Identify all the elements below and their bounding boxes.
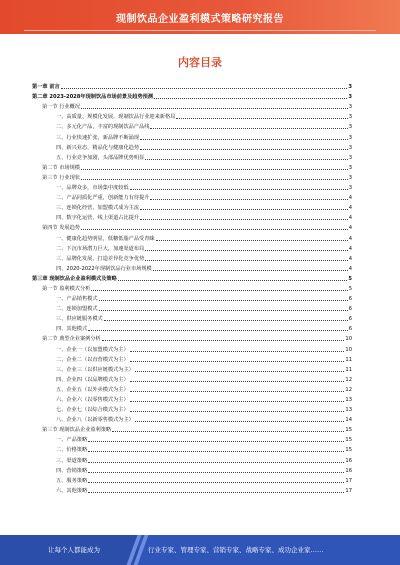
toc-entry-label: 三、供应链服务模式 [56,316,103,323]
toc-entry[interactable] [32,80,352,90]
toc-entry-page: 3 [348,144,352,151]
toc-entry[interactable] [32,292,352,302]
toc-entry[interactable] [32,221,352,231]
toc-leader-dots [130,411,345,412]
toc-entry-page: 14 [345,417,352,424]
footer-tags: 行业专家、管理专家、营销专家、战略专家、成功企业家…… [148,546,324,554]
toc-leader-dots [145,260,347,261]
toc-leader-dots [135,421,345,422]
toc-entry-label: 第二节 市场规模 [42,164,80,171]
toc-entry[interactable] [32,353,352,363]
toc-entry-label: 三、企业三（以供应链模式为主） [56,366,134,373]
toc-leader-dots [81,179,348,180]
toc-entry-page: 3 [348,104,352,111]
toc-leader-dots [88,441,344,442]
toc-entry-page: 4 [348,215,352,222]
header-divider [24,30,376,31]
toc-leader-dots [88,482,344,483]
toc-entry-page: 5 [348,285,352,292]
toc-entry-label: 一、健康化趋势明显，低糖低脂产品受青睐 [56,235,155,242]
toc-entry-page: 6 [348,306,352,313]
toc-leader-dots [154,98,347,99]
toc-entry-page: 3 [348,124,352,131]
toc-leader-dots [135,371,345,372]
toc-entry[interactable] [32,403,352,413]
toc-entry-label: 五、服务策略 [56,477,88,484]
toc-leader-dots [112,431,344,432]
toc-entry[interactable] [32,484,352,494]
toc-heading: 内容目录 [178,56,222,69]
toc-entry-page: 5 [348,275,352,282]
toc-entry-page: 10 [345,336,352,343]
toc-entry-page: 4 [348,235,352,242]
toc-entry-label: 三、渠道策略 [56,457,88,464]
toc-entry-label: 二、下沉市场潜力巨大，加速渠道布局 [56,245,145,252]
toc-entry[interactable] [32,464,352,474]
toc-entry-label: 第二节 典型企业案例分析 [42,336,101,343]
toc-leader-dots [156,240,348,241]
toc-entry-page: 17 [345,487,352,494]
toc-entry-label: 三、品牌化发展，打造差异化竞争优势 [56,255,145,262]
toc-leader-dots [118,280,348,281]
toc-entry[interactable] [32,161,352,171]
toc-entry[interactable] [32,110,352,120]
toc-entry-page: 4 [348,205,352,212]
toc-entry-label: 八、企业八（以新零售模式为主） [56,417,134,424]
toc-entry-page: 12 [345,376,352,383]
toc-leader-dots [176,118,347,119]
toc-leader-dots [99,300,348,301]
toc-entry[interactable] [32,231,352,241]
report-header [0,0,400,34]
toc-entry[interactable] [32,453,352,463]
toc-leader-dots [130,351,345,352]
toc-leader-dots [91,290,347,291]
toc-leader-dots [130,361,345,362]
toc-entry[interactable] [32,363,352,373]
toc-entry[interactable] [32,302,352,312]
toc-entry-page: 17 [345,477,352,484]
toc-entry[interactable] [32,211,352,221]
report-title: 现制饮品企业盈利模式策略研究报告 [116,14,284,25]
toc-entry[interactable] [32,272,352,282]
toc-entry-page: 3 [348,94,352,101]
toc-entry[interactable] [32,141,352,151]
toc-entry-page: 11 [345,356,352,363]
toc-leader-dots [88,330,348,331]
toc-entry-label: 第二章 2023-2028年现制饮品市场前景及趋势预测 [32,94,154,101]
toc-entry-label: 二、连锁加盟模式 [56,306,98,313]
toc-entry-page: 4 [348,245,352,252]
toc-entry-label: 一、高质量、规模化发展，现制饮品行业迎来新格局 [56,114,176,121]
toc-entry-label: 第四节 发展趋势 [42,225,80,232]
toc-entry-page: 3 [348,185,352,192]
toc-leader-dots [145,250,347,251]
toc-entry-label: 一、企业一（以加盟模式为主） [56,346,129,353]
footer-slogan: 让每个人都能成为 [48,546,100,554]
toc-entry-page: 3 [348,134,352,141]
toc-entry-label: 二、价格策略 [56,447,88,454]
toc-entry-label: 二、多元化产品，丰富的现制饮品产品线 [56,124,150,131]
toc-entry-label: 第三节 现制饮品企业盈利策略 [42,427,112,434]
toc-entry[interactable] [32,322,352,332]
toc-leader-dots [104,320,348,321]
toc-entry[interactable] [32,474,352,484]
toc-leader-dots [140,139,348,140]
toc-leader-dots [102,340,345,341]
toc-entry[interactable] [32,342,352,352]
toc-leader-dots [153,270,348,271]
toc-entry-page: 3 [348,164,352,171]
toc-leader-dots [145,159,347,160]
toc-leader-dots [130,391,345,392]
toc-entry[interactable] [32,443,352,453]
toc-entry-page: 3 [348,84,352,91]
toc-entry-label: 第一章 前言 [32,84,60,91]
toc-entry[interactable] [32,413,352,423]
toc-leader-dots [130,381,345,382]
toc-leader-dots [150,128,347,129]
toc-entry[interactable] [32,312,352,322]
toc-entry[interactable] [32,433,352,443]
toc-entry-label: 一、产品策略 [56,437,88,444]
toc-entry-page: 3 [348,114,352,121]
toc-entry-page: 4 [348,255,352,262]
toc-entry-page: 3 [348,154,352,161]
toc-entry-page: 4 [348,265,352,272]
toc-leader-dots [61,88,348,89]
toc-entry[interactable] [32,423,352,433]
toc-entry-page: 15 [345,437,352,444]
toc-leader-dots [81,229,348,230]
toc-leader-dots [140,209,348,210]
toc-leader-dots [140,219,348,220]
toc-entry-label: 四、营销策略 [56,467,88,474]
toc-entry-label: 四、数字化运营，线上渠道占比提升 [56,215,140,222]
toc-entry[interactable] [32,252,352,262]
toc-leader-dots [88,451,344,452]
toc-entry[interactable] [32,181,352,191]
toc-entry[interactable] [32,191,352,201]
toc-leader-dots [99,310,348,311]
toc-entry-label: 一、品牌众多，市场集中度较低 [56,185,129,192]
toc-entry-label: 七、企业七（以综合模式为主） [56,407,129,414]
table-of-contents [32,80,352,494]
toc-entry-page: 13 [345,407,352,414]
toc-entry-page: 4 [348,195,352,202]
toc-entry-page: 6 [348,296,352,303]
footer-banner [0,535,400,565]
toc-entry-label: 四、其他模式 [56,326,88,333]
toc-entry-page: 4 [348,225,352,232]
toc-entry-label: 六、企业六（以零售模式为主） [56,397,129,403]
toc-entry-label: 四、2020-2022年现制饮品行业市场规模 [56,265,152,272]
toc-leader-dots [81,108,348,109]
toc-entry-label: 二、企业二（以直营模式为主） [56,356,129,363]
toc-entry[interactable] [32,282,352,292]
toc-leader-dots [140,149,348,150]
toc-entry-label: 五、行业竞争加剧，头部品牌优势明显 [56,154,145,161]
toc-entry-page: 13 [345,397,352,403]
toc-entry-page: 3 [348,174,352,181]
toc-entry[interactable] [32,332,352,342]
toc-entry-label: 三、连锁化经营，加盟模式成为主流 [56,205,140,212]
toc-entry-label: 五、企业五（以外卖模式为主） [56,386,129,393]
toc-entry[interactable] [32,90,352,100]
toc-entry-page: 11 [345,366,352,373]
toc-leader-dots [81,169,348,170]
toc-entry[interactable] [32,130,352,140]
toc-entry[interactable] [32,201,352,211]
toc-entry[interactable] [32,373,352,383]
toc-entry-label: 第三节 行业现状 [42,174,80,181]
toc-entry-label: 一、产品销售模式 [56,296,98,303]
toc-entry-page: 16 [345,467,352,474]
toc-entry[interactable] [32,393,352,403]
toc-entry[interactable] [32,262,352,272]
toc-entry-page: 6 [348,326,352,333]
toc-leader-dots [130,189,348,190]
toc-entry-label: 第一节 盈利模式分析 [42,285,91,292]
toc-entry-label: 三、行业快速扩张，新品牌不断涌现 [56,134,140,141]
toc-entry-page: 15 [345,447,352,454]
toc-entry-page: 10 [345,346,352,353]
toc-entry[interactable] [32,100,352,110]
toc-entry-label: 四、新兴业态，精品化与健康化趋势 [56,144,140,151]
toc-entry-page: 15 [345,427,352,434]
toc-entry-page: 16 [345,457,352,464]
toc-leader-dots [88,472,344,473]
toc-entry-page: 12 [345,386,352,393]
toc-entry[interactable] [32,120,352,130]
toc-entry[interactable] [32,171,352,181]
toc-entry-label: 第一节 行业概况 [42,104,80,111]
toc-entry-label: 第三章 现制饮品企业盈利模式及策略 [32,275,117,282]
toc-leader-dots [88,462,344,463]
toc-entry-label: 二、产品同质化严重，创新能力有待提升 [56,195,150,202]
toc-entry-page: 6 [348,316,352,323]
toc-entry[interactable] [32,242,352,252]
toc-leader-dots [150,199,347,200]
toc-entry[interactable] [32,383,352,393]
toc-entry-label: 六、其他策略 [56,487,88,494]
toc-leader-dots [130,401,345,402]
toc-entry[interactable] [32,151,352,161]
toc-entry-label: 四、企业四（以品牌模式为主） [56,376,129,383]
toc-leader-dots [88,492,344,493]
